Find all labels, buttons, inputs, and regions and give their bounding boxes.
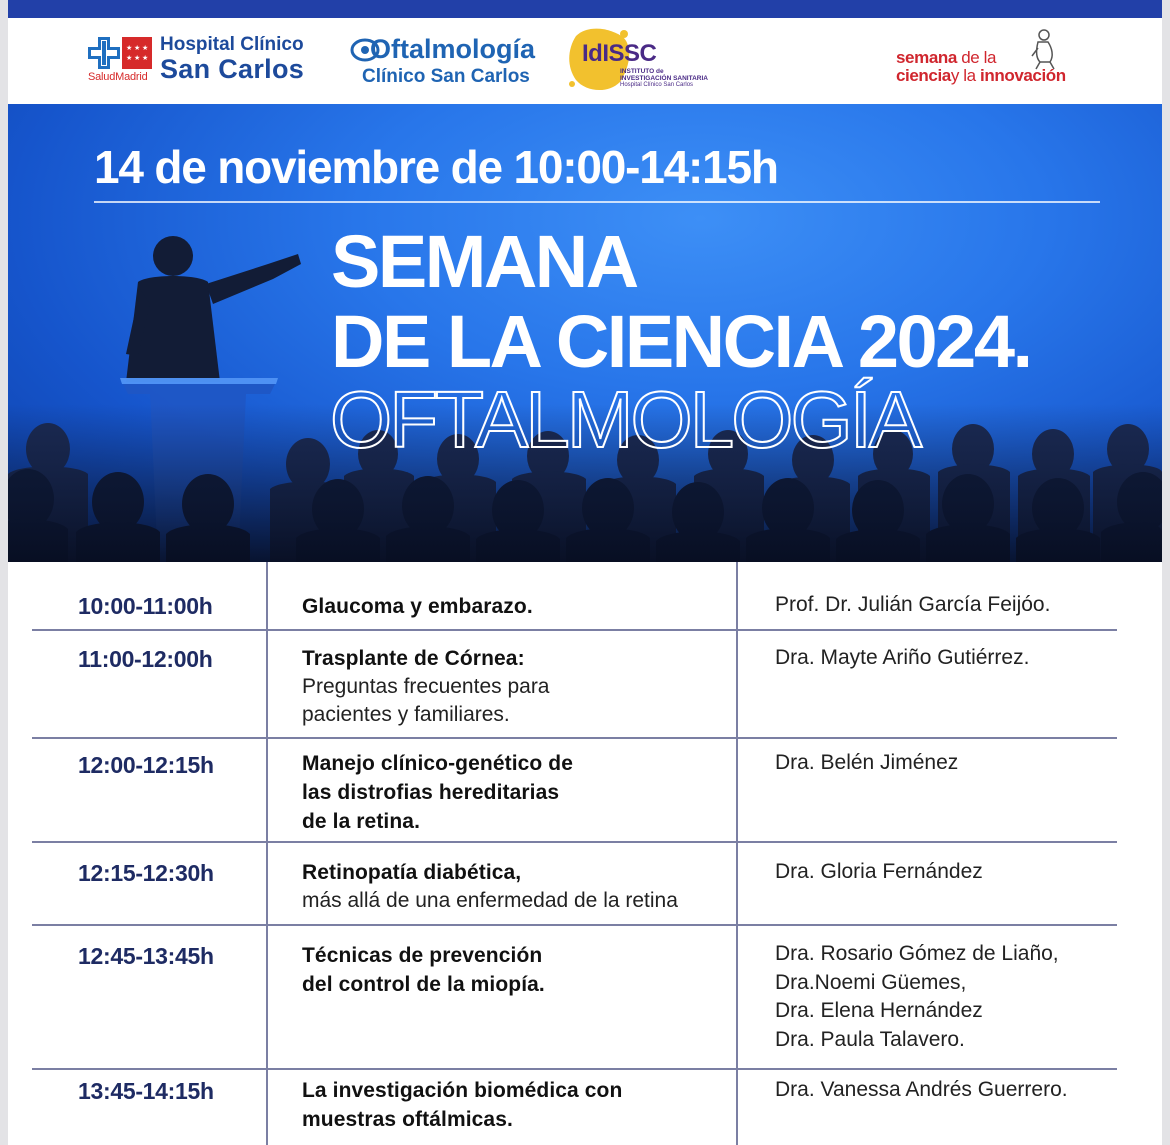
- session-topic: [302, 644, 742, 729]
- topic-title-line: Técnicas de prevención: [302, 944, 543, 967]
- speaker-name: Dra. Belén Jiménez: [775, 751, 959, 774]
- medical-cross-icon: [88, 37, 120, 69]
- idissc-tagline: [620, 68, 710, 89]
- session-speakers: [775, 644, 1145, 673]
- semana-de-la: de la: [961, 48, 997, 67]
- idissc-tagline-line2: INVESTIGACIÓN SANITARIA: [620, 75, 708, 82]
- right-border: [1162, 0, 1170, 1145]
- session-topic: [302, 1076, 742, 1134]
- idissc-name: IdISSC: [582, 40, 657, 67]
- left-border: [0, 0, 8, 1145]
- speaker-name: Dra.Noemi Güemes,: [775, 970, 967, 994]
- row-divider: [32, 924, 1117, 926]
- row-divider: [32, 1068, 1117, 1070]
- semana-word: semana: [896, 48, 957, 67]
- session-speakers: [775, 591, 1145, 620]
- session-time: 11:00-12:00h: [78, 646, 213, 672]
- hero-title-line3: OFTALMOLOGÍA: [330, 375, 920, 464]
- idissc-logo: [568, 26, 708, 98]
- topic-subtitle-line: más allá de una enfermedad de la retina: [302, 889, 678, 912]
- topic-title-line: Manejo clínico-genético de: [302, 752, 573, 775]
- ciencia-word: ciencia: [896, 66, 951, 85]
- row-divider: [32, 629, 1117, 631]
- session-topic: [302, 592, 742, 621]
- topic-title-line: Retinopatía diabética,: [302, 861, 522, 884]
- session-time: 12:15-12:30h: [78, 860, 214, 886]
- hospital-logo: [88, 34, 333, 90]
- top-accent-strip: [0, 0, 1170, 18]
- logo-bar: [8, 18, 1162, 104]
- speaker-name: Dra. Paula Talavero.: [775, 1027, 965, 1051]
- speaker-name: Dra. Elena Hernández: [775, 999, 983, 1022]
- topic-subtitle-line: pacientes y familiares.: [302, 703, 510, 726]
- topic-title-line: del control de la miopía.: [302, 973, 545, 996]
- oftalmologia-subtitle: Clínico San Carlos: [362, 66, 530, 87]
- hero-title-line1: SEMANA: [331, 220, 637, 303]
- speaker-name: Dra. Rosario Gómez de Liaño,: [775, 942, 1059, 965]
- hero-divider: [94, 201, 1100, 203]
- session-time: 12:45-13:45h: [78, 943, 214, 969]
- session-topic: [302, 941, 742, 999]
- madrid-flag-icon: ★ ★ ★ ★ ★ ★: [122, 37, 152, 69]
- idissc-tagline-line1: INSTITUTO de: [620, 68, 664, 75]
- column-divider: [266, 562, 268, 1145]
- topic-title-line: las distrofias hereditarias: [302, 781, 560, 804]
- topic-title-line: Glaucoma y embarazo.: [302, 595, 533, 618]
- session-speakers: [775, 749, 1145, 778]
- session-time: 10:00-11:00h: [78, 593, 213, 619]
- session-speakers: [775, 1076, 1145, 1105]
- session-time: 13:45-14:15h: [78, 1078, 214, 1104]
- hero-title-line2: DE LA CIENCIA 2024.: [331, 300, 1031, 383]
- session-time: 12:00-12:15h: [78, 752, 214, 778]
- hospital-name-line1: Hospital Clínico: [160, 34, 304, 55]
- oftalmologia-title: Oftalmología: [370, 34, 536, 64]
- semana-ciencia-logo: [896, 28, 1116, 94]
- speaker-name: Dra. Gloria Fernández: [775, 860, 983, 883]
- speaker-name: Dra. Vanessa Andrés Guerrero.: [775, 1078, 1068, 1101]
- schedule-table: [8, 562, 1162, 1145]
- topic-title-line: La investigación biomédica con: [302, 1079, 623, 1102]
- row-divider: [32, 841, 1117, 843]
- topic-title-line: muestras oftálmicas.: [302, 1108, 513, 1131]
- speaker-name: Prof. Dr. Julián García Feijóo.: [775, 593, 1051, 616]
- session-speakers: [775, 940, 1145, 1054]
- semana-logo-line1: [896, 48, 996, 68]
- session-speakers: [775, 858, 1145, 887]
- idissc-tagline-line3: Hospital Clínico San Carlos: [620, 82, 694, 88]
- oftalmologia-logo: [350, 34, 550, 90]
- row-divider: [32, 737, 1117, 739]
- hospital-name-line2: San Carlos: [160, 54, 305, 84]
- session-topic: [302, 749, 742, 836]
- hero-banner: [8, 104, 1162, 562]
- y-la-word: y la: [950, 66, 976, 85]
- semana-logo-line2: [896, 66, 1066, 86]
- salud-madrid-label: SaludMadrid: [88, 71, 148, 83]
- speaker-name: Dra. Mayte Ariño Gutiérrez.: [775, 646, 1030, 669]
- event-date: 14 de noviembre de 10:00-14:15h: [94, 141, 778, 193]
- session-topic: [302, 858, 742, 915]
- topic-subtitle-line: Preguntas frecuentes para: [302, 675, 550, 698]
- topic-title-line: Trasplante de Córnea:: [302, 647, 525, 670]
- innovacion-word: innovación: [980, 66, 1066, 85]
- thinker-figure-icon: [1026, 28, 1062, 70]
- topic-title-line: de la retina.: [302, 810, 421, 833]
